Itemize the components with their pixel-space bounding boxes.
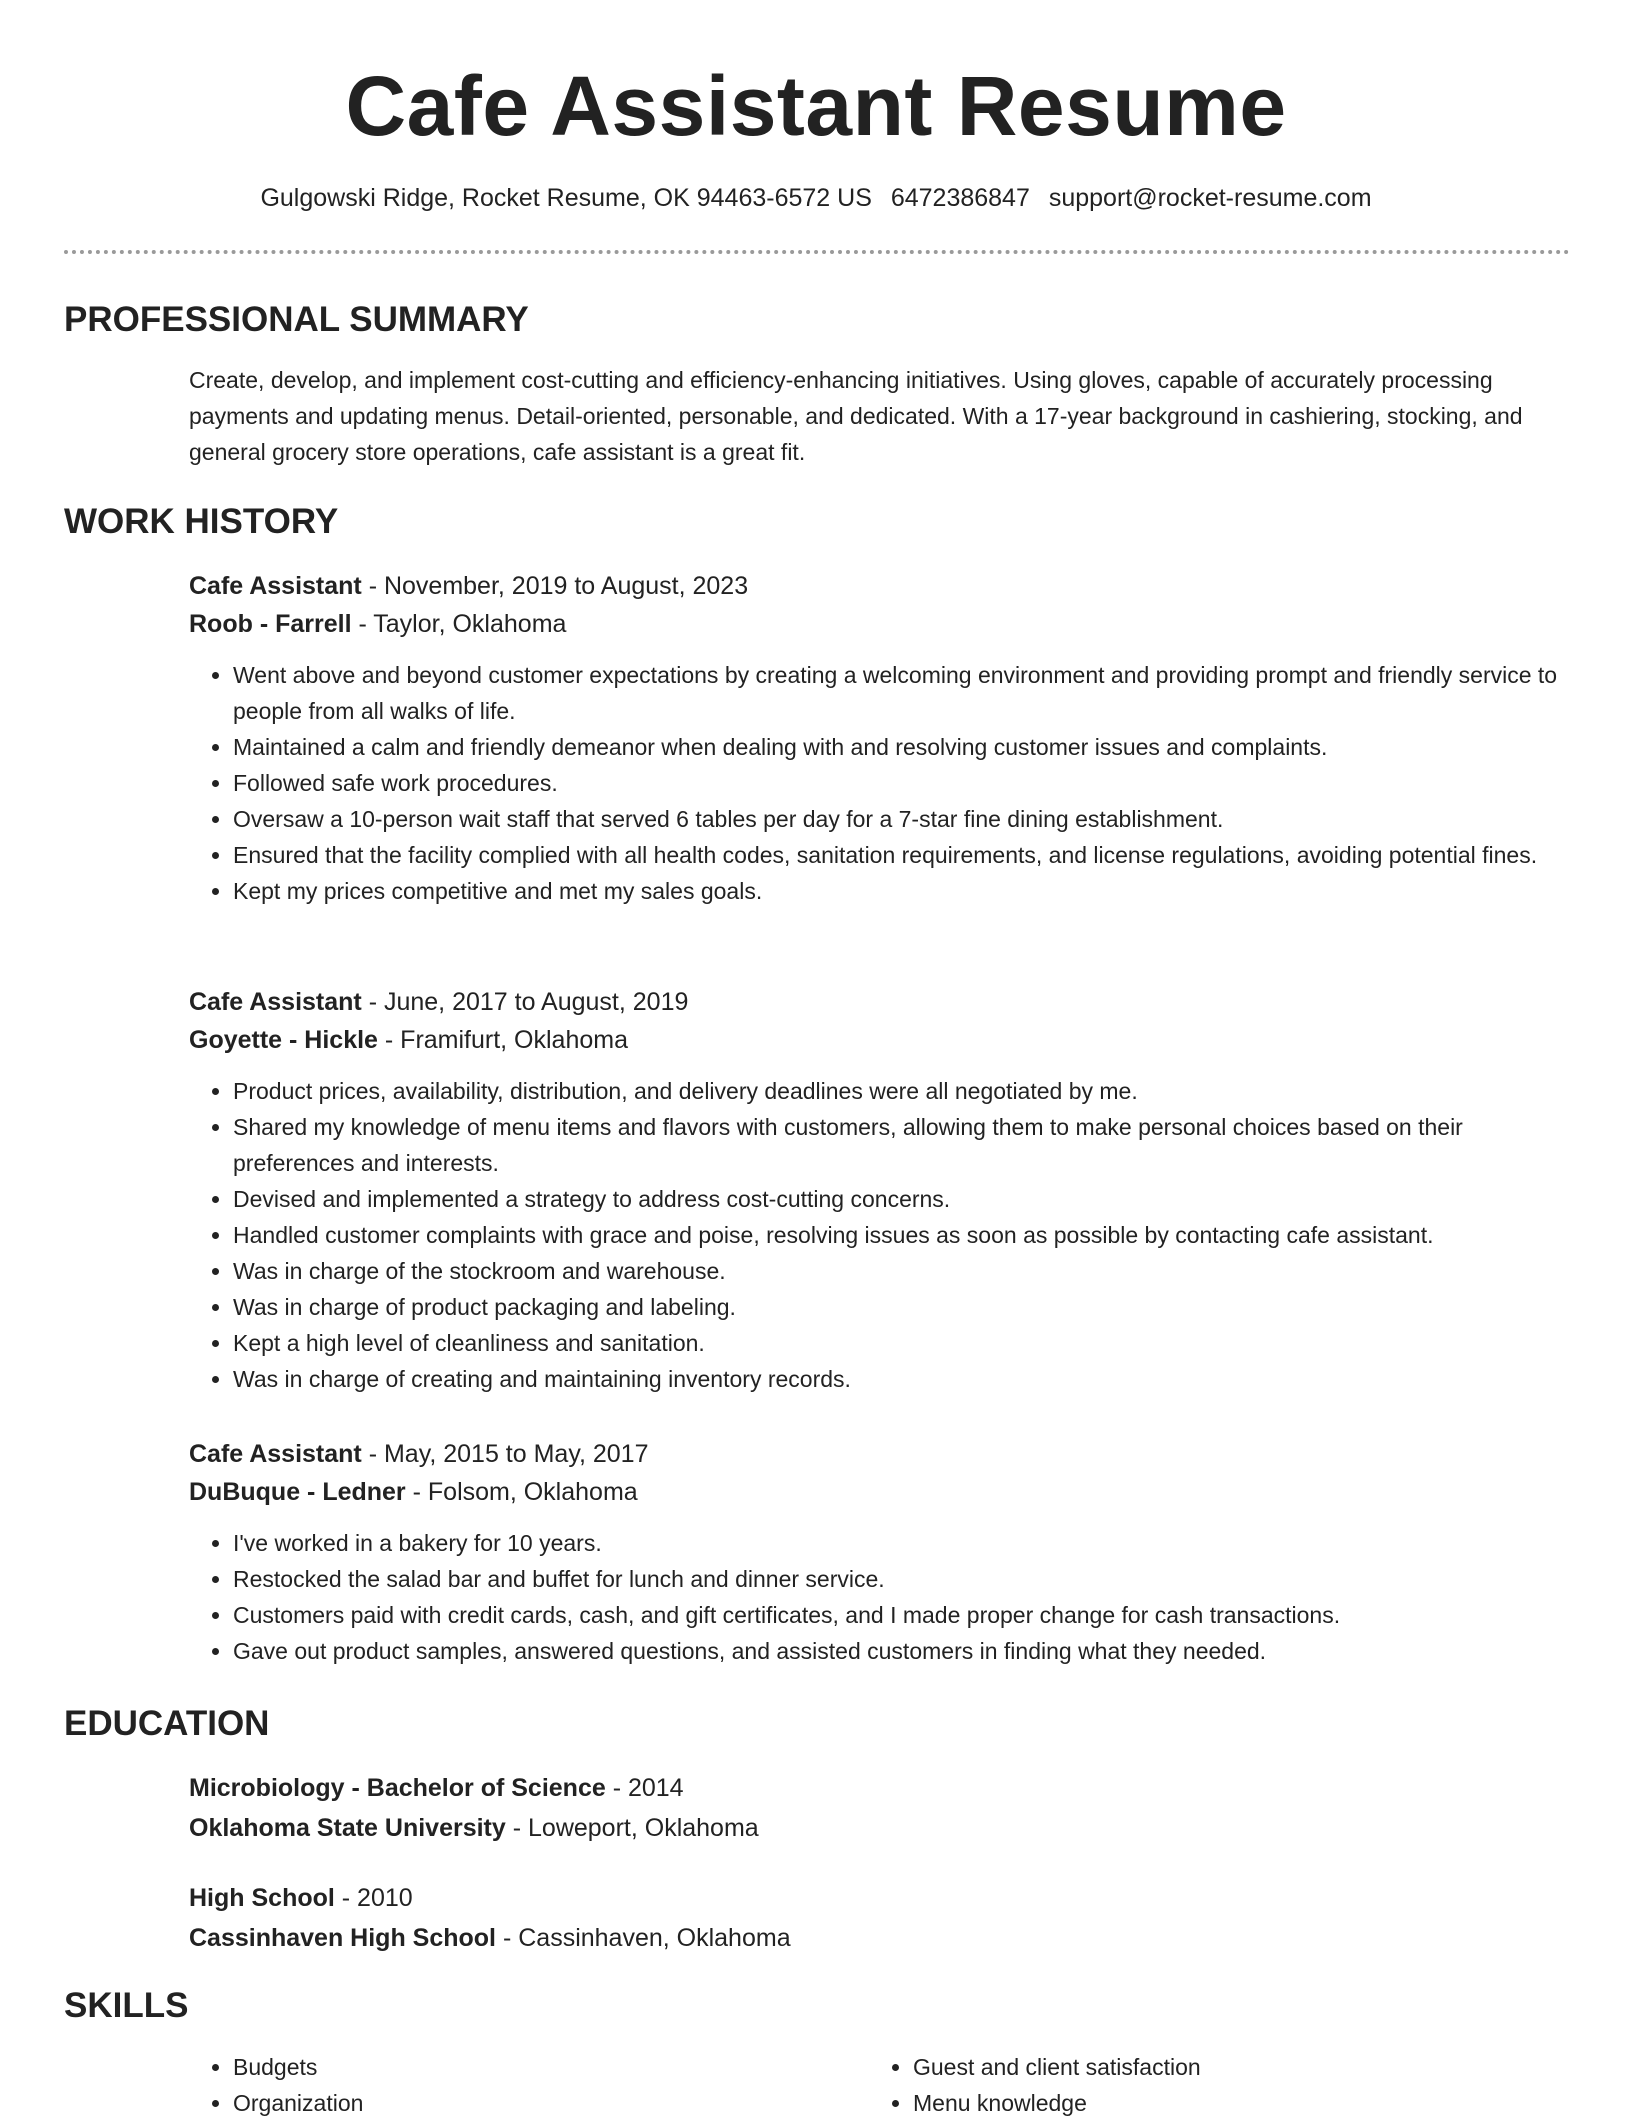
education-degree-line	[189, 1768, 1569, 1808]
job-title: Cafe Assistant	[189, 1440, 362, 1468]
summary-block	[189, 362, 1569, 470]
list-item: • Went above and beyond customer expectations by creating a welcoming environment and providing prompt and friendly service to people from all walks of life.	[233, 657, 1569, 729]
job-location: - Folsom, Oklahoma	[405, 1478, 638, 1506]
list-item: • Product prices, availability, distribution, and delivery deadlines were all negotiated by me.	[233, 1073, 1569, 1109]
skills-list-left	[189, 2049, 873, 2121]
job-dates: - May, 2015 to May, 2017	[361, 1440, 649, 1468]
job-company: Roob - Farrell	[189, 610, 352, 638]
job-dates: - June, 2017 to August, 2019	[361, 988, 689, 1016]
list-item: • Kept a high level of cleanliness and sanitation.	[233, 1325, 1569, 1361]
job-company-line	[189, 605, 1569, 643]
education-heading: EDUCATION	[64, 1704, 270, 1743]
skill-item: • Organization	[233, 2085, 873, 2121]
skill-item: • Budgets	[233, 2049, 873, 2085]
education-school-line	[189, 1808, 1569, 1848]
summary-heading: PROFESSIONAL SUMMARY	[64, 300, 529, 339]
education-degree: Microbiology - Bachelor of Science	[189, 1774, 606, 1802]
list-item: • Customers paid with credit cards, cash, and gift certificates, and I made proper change for cash transactions.	[233, 1597, 1569, 1633]
resume-title: Cafe Assistant Resume	[345, 59, 1287, 153]
job-entry	[189, 1435, 1569, 1669]
education-entry	[189, 1878, 1569, 1958]
education-location: - Loweport, Oklahoma	[505, 1814, 759, 1842]
list-item: • Restocked the salad bar and buffet for lunch and dinner service.	[233, 1561, 1569, 1597]
list-item: • Was in charge of creating and maintaining inventory records.	[233, 1361, 1569, 1397]
job-bullets	[189, 1073, 1569, 1397]
contact-address: Gulgowski Ridge, Rocket Resume, OK 94463-6572 US	[260, 184, 872, 212]
job-company: DuBuque - Ledner	[189, 1478, 406, 1506]
education-location: - Cassinhaven, Oklahoma	[496, 1924, 791, 1952]
job-title-line	[189, 567, 1569, 605]
contact-email: support@rocket-resume.com	[1048, 184, 1372, 212]
education-year: - 2010	[334, 1884, 413, 1912]
list-item: • Shared my knowledge of menu items and flavors with customers, allowing them to make personal choices based on their preferences and interests.	[233, 1109, 1569, 1181]
list-item: • Kept my prices competitive and met my sales goals.	[233, 873, 1569, 909]
job-location: - Framifurt, Oklahoma	[377, 1026, 629, 1054]
job-company-line	[189, 1021, 1569, 1059]
list-item: • Was in charge of product packaging and labeling.	[233, 1289, 1569, 1325]
job-entry	[189, 567, 1569, 909]
skill-item: • Menu knowledge	[913, 2085, 1553, 2121]
list-item: • Gave out product samples, answered questions, and assisted customers in finding what they needed.	[233, 1633, 1569, 1669]
skills-heading: SKILLS	[64, 1986, 189, 2025]
job-company-line	[189, 1473, 1569, 1511]
summary-text: Create, develop, and implement cost-cutting and efficiency-enhancing initiatives. Using gloves, capable of accurately processing payments and updating menus. Detail-oriented, personable, and dedicated. With a 17-year background in cashiering, stocking, and general grocery store operations, cafe assistant is a great fit.	[189, 367, 1523, 465]
job-company: Goyette - Hickle	[189, 1026, 378, 1054]
work-history-heading: WORK HISTORY	[64, 502, 339, 541]
list-item: • Ensured that the facility complied with all health codes, sanitation requirements, and license regulations, avoiding potential fines.	[233, 837, 1569, 873]
list-item: • I've worked in a bakery for 10 years.	[233, 1525, 1569, 1561]
job-bullets	[189, 657, 1569, 909]
job-title: Cafe Assistant	[189, 988, 362, 1016]
skills-list-right	[869, 2049, 1553, 2121]
education-year: - 2014	[605, 1774, 684, 1802]
list-item: • Maintained a calm and friendly demeanor when dealing with and resolving customer issues and complaints.	[233, 729, 1569, 765]
list-item: • Followed safe work procedures.	[233, 765, 1569, 801]
job-location: - Taylor, Oklahoma	[351, 610, 567, 638]
list-item: • Oversaw a 10-person wait staff that served 6 tables per day for a 7-star fine dining establishment.	[233, 801, 1569, 837]
job-bullets	[189, 1525, 1569, 1669]
education-entry	[189, 1768, 1569, 1848]
skill-item: • Guest and client satisfaction	[913, 2049, 1553, 2085]
education-school-line	[189, 1918, 1569, 1958]
contact-line	[0, 180, 1632, 216]
job-title-line	[189, 1435, 1569, 1473]
education-degree-line	[189, 1878, 1569, 1918]
list-item: • Was in charge of the stockroom and warehouse.	[233, 1253, 1569, 1289]
job-entry	[189, 983, 1569, 1397]
list-item: • Handled customer complaints with grace and poise, resolving issues as soon as possible by contacting cafe assistant.	[233, 1217, 1569, 1253]
education-school: Oklahoma State University	[189, 1814, 506, 1842]
header-divider	[64, 250, 1570, 254]
job-title: Cafe Assistant	[189, 572, 362, 600]
education-degree: High School	[189, 1884, 335, 1912]
job-title-line	[189, 983, 1569, 1021]
list-item: • Devised and implemented a strategy to address cost-cutting concerns.	[233, 1181, 1569, 1217]
education-school: Cassinhaven High School	[189, 1924, 497, 1952]
job-dates: - November, 2019 to August, 2023	[361, 572, 749, 600]
contact-phone: 6472386847	[890, 184, 1030, 212]
